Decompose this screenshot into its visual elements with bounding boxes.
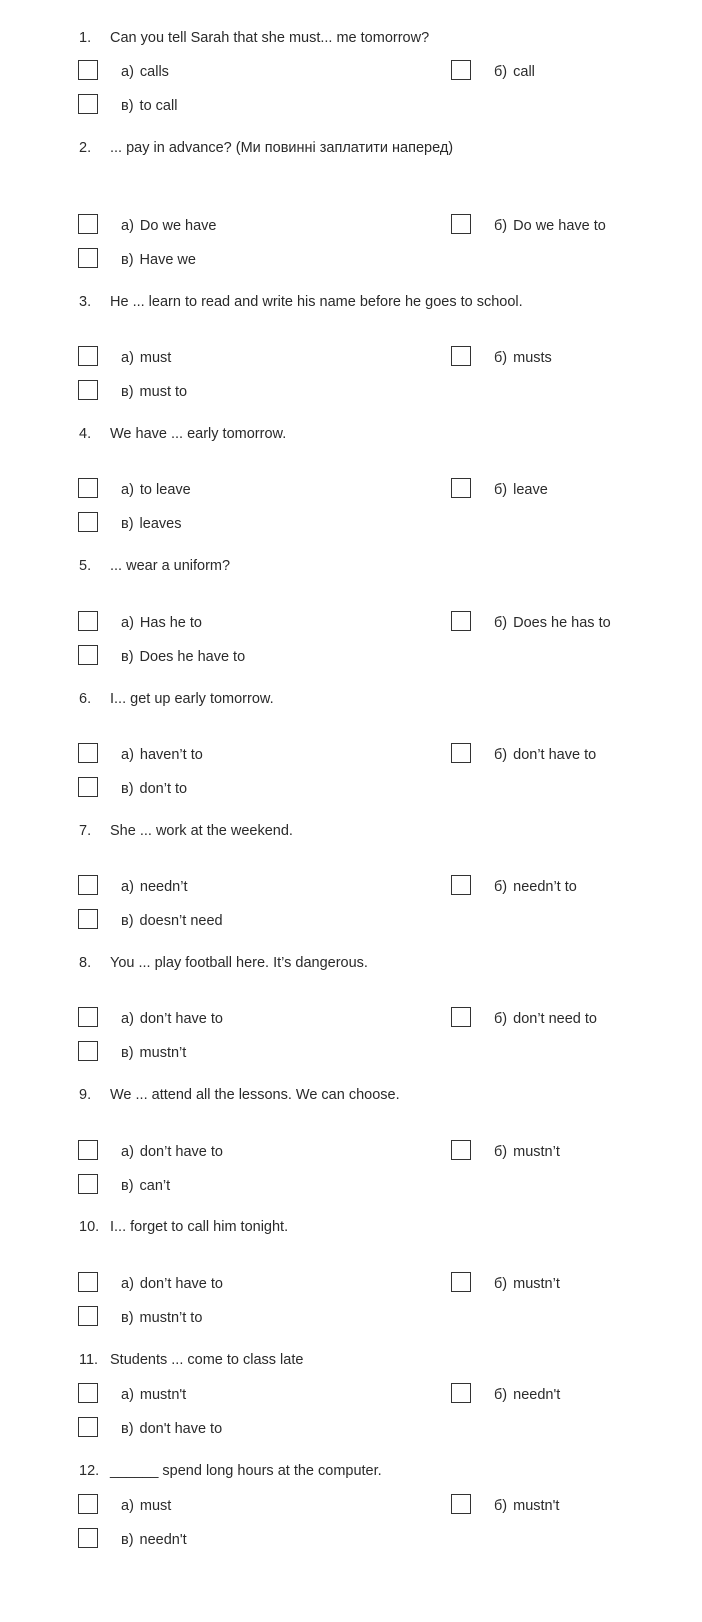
option-text: don’t need to	[513, 1011, 597, 1027]
option-text: mustn’t to	[139, 1310, 203, 1326]
question-10-option-3[interactable]	[78, 1306, 308, 1330]
option-marker: б)	[494, 1498, 508, 1514]
option-marker: а)	[121, 747, 134, 763]
option-marker: а)	[121, 879, 134, 895]
answer-checkbox[interactable]	[78, 1494, 98, 1514]
answer-checkbox[interactable]	[78, 512, 98, 532]
option-marker: в)	[121, 781, 134, 797]
option-text: needn’t	[139, 879, 188, 895]
option-text: leaves	[139, 516, 182, 532]
option-text: Have we	[139, 252, 196, 268]
question-3-option-3[interactable]	[78, 380, 308, 404]
option-marker: а)	[121, 615, 134, 631]
option-text: needn't	[513, 1387, 561, 1403]
answer-checkbox[interactable]	[78, 1306, 98, 1326]
question-8-option-3[interactable]	[78, 1041, 308, 1065]
question-8-option-1[interactable]	[78, 1007, 308, 1031]
option-text: must to	[139, 384, 188, 400]
option-label	[494, 746, 596, 764]
option-text: leave	[513, 482, 548, 498]
option-text: to leave	[139, 482, 191, 498]
question-10-option-2[interactable]	[451, 1272, 681, 1296]
option-label	[121, 878, 187, 896]
option-marker: б)	[494, 1144, 508, 1160]
option-text: call	[513, 64, 535, 80]
question-2-option-2[interactable]	[451, 214, 681, 238]
option-text: must	[139, 350, 172, 366]
question-11-option-3[interactable]	[78, 1417, 308, 1441]
answer-checkbox[interactable]	[78, 909, 98, 929]
option-marker: в)	[121, 516, 134, 532]
option-text: don't have to	[139, 1421, 223, 1437]
option-text: can’t	[139, 1178, 171, 1194]
option-label	[121, 383, 187, 401]
question-6-option-1[interactable]	[78, 743, 308, 767]
question-text: We have ... early tomorrow.	[110, 426, 287, 442]
question-number: 1.	[79, 30, 92, 46]
question-2-option-3[interactable]	[78, 248, 308, 272]
answer-checkbox[interactable]	[78, 478, 98, 498]
question-text: We ... attend all the lessons. We can choose.	[110, 1087, 400, 1103]
option-text: mustn’t	[139, 1045, 187, 1061]
question-text: ______ spend long hours at the computer.	[110, 1463, 382, 1479]
question-text: Can you tell Sarah that she must... me tomorrow?	[110, 30, 430, 46]
question-10	[0, 1218, 702, 1236]
question-6	[0, 690, 702, 708]
question-number: 9.	[79, 1087, 92, 1103]
answer-checkbox[interactable]	[451, 611, 471, 631]
option-marker: б)	[494, 1276, 508, 1292]
question-11-option-1[interactable]	[78, 1383, 308, 1407]
option-marker: в)	[121, 1421, 134, 1437]
option-text: don’t have to	[513, 747, 597, 763]
option-marker: в)	[121, 1045, 134, 1061]
option-label	[121, 1010, 223, 1028]
option-marker: б)	[494, 879, 508, 895]
option-marker: в)	[121, 98, 134, 114]
answer-checkbox[interactable]	[451, 346, 471, 366]
question-3-option-2[interactable]	[451, 346, 681, 370]
option-marker: б)	[494, 482, 508, 498]
option-label	[121, 1177, 170, 1195]
option-marker: а)	[121, 1387, 134, 1403]
question-7-option-1[interactable]	[78, 875, 308, 899]
option-text: mustn’t	[513, 1276, 560, 1292]
question-text: ... wear a uniform?	[110, 558, 231, 574]
question-number: 6.	[79, 691, 92, 707]
answer-checkbox[interactable]	[78, 1528, 98, 1548]
option-text: Do we have	[139, 218, 217, 234]
option-text: mustn't	[139, 1387, 187, 1403]
question-9-option-1[interactable]	[78, 1140, 308, 1164]
question-5-option-1[interactable]	[78, 611, 308, 635]
question-9-option-3[interactable]	[78, 1174, 308, 1198]
answer-checkbox[interactable]	[78, 1174, 98, 1194]
option-text: needn't	[139, 1532, 187, 1548]
option-marker: а)	[121, 64, 134, 80]
option-text: don’t have to	[139, 1276, 223, 1292]
option-label	[121, 614, 202, 632]
option-marker: а)	[121, 350, 134, 366]
question-1-option-3[interactable]	[78, 94, 308, 118]
answer-checkbox[interactable]	[78, 1007, 98, 1027]
option-label	[494, 1386, 560, 1404]
question-5	[0, 557, 702, 575]
answer-checkbox[interactable]	[451, 875, 471, 895]
option-label	[121, 515, 181, 533]
option-label	[494, 878, 577, 896]
question-12-option-1[interactable]	[78, 1494, 308, 1518]
answer-checkbox[interactable]	[78, 1417, 98, 1437]
question-3	[0, 293, 702, 311]
question-1-option-1[interactable]	[78, 60, 308, 84]
option-marker: в)	[121, 913, 134, 929]
question-9	[0, 1086, 702, 1104]
question-4-option-3[interactable]	[78, 512, 308, 536]
question-8-option-2[interactable]	[451, 1007, 681, 1031]
option-text: Has he to	[139, 615, 202, 631]
answer-checkbox[interactable]	[451, 478, 471, 498]
question-1	[0, 29, 702, 47]
option-label	[121, 1531, 187, 1549]
option-marker: а)	[121, 1498, 134, 1514]
option-label	[494, 63, 535, 81]
option-marker: б)	[494, 64, 508, 80]
question-11-option-2[interactable]	[451, 1383, 681, 1407]
option-text: don’t have to	[139, 1011, 223, 1027]
option-label	[494, 1275, 560, 1293]
question-number: 7.	[79, 823, 92, 839]
answer-checkbox[interactable]	[78, 60, 98, 80]
answer-checkbox[interactable]	[78, 777, 98, 797]
question-7-option-3[interactable]	[78, 909, 308, 933]
question-4-option-1[interactable]	[78, 478, 308, 502]
option-marker: в)	[121, 1178, 134, 1194]
option-marker: а)	[121, 1011, 134, 1027]
option-label	[121, 746, 203, 764]
answer-checkbox[interactable]	[451, 1272, 471, 1292]
option-marker: в)	[121, 649, 134, 665]
question-12	[0, 1462, 702, 1480]
question-4-option-2[interactable]	[451, 478, 681, 502]
question-12-option-3[interactable]	[78, 1528, 308, 1552]
question-text: I... get up early tomorrow.	[110, 691, 274, 707]
option-text: don’t to	[139, 781, 188, 797]
option-text: needn’t to	[513, 879, 577, 895]
option-text: must	[139, 1498, 172, 1514]
option-marker: а)	[121, 1144, 134, 1160]
option-label	[121, 1309, 202, 1327]
answer-checkbox[interactable]	[78, 346, 98, 366]
question-text: ... pay in advance? (Ми повинні заплатити наперед)	[110, 140, 454, 156]
option-marker: в)	[121, 1532, 134, 1548]
option-label	[494, 349, 552, 367]
option-label	[494, 481, 548, 499]
option-text: doesn’t need	[139, 913, 223, 929]
question-5-option-2[interactable]	[451, 611, 681, 635]
option-label	[121, 1275, 223, 1293]
question-number: 12.	[79, 1463, 100, 1479]
answer-checkbox[interactable]	[451, 1140, 471, 1160]
option-label	[121, 780, 187, 798]
answer-checkbox[interactable]	[78, 248, 98, 268]
answer-checkbox[interactable]	[78, 611, 98, 631]
question-number: 10.	[79, 1219, 100, 1235]
option-label	[121, 1497, 171, 1515]
option-marker: а)	[121, 482, 134, 498]
option-text: Does he have to	[139, 649, 246, 665]
question-number: 3.	[79, 294, 92, 310]
option-label	[121, 251, 196, 269]
question-1-option-2[interactable]	[451, 60, 681, 84]
option-text: don’t have to	[139, 1144, 223, 1160]
option-text: Do we have to	[513, 218, 606, 234]
question-11	[0, 1351, 702, 1369]
option-text: mustn’t	[513, 1144, 560, 1160]
answer-checkbox[interactable]	[451, 1383, 471, 1403]
answer-checkbox[interactable]	[78, 94, 98, 114]
option-label	[494, 1497, 559, 1515]
question-10-option-1[interactable]	[78, 1272, 308, 1296]
option-label	[494, 217, 606, 235]
answer-checkbox[interactable]	[78, 1041, 98, 1061]
answer-checkbox[interactable]	[451, 1007, 471, 1027]
answer-checkbox[interactable]	[78, 1272, 98, 1292]
option-label	[494, 1010, 597, 1028]
option-label	[494, 614, 611, 632]
question-9-option-2[interactable]	[451, 1140, 681, 1164]
question-7-option-2[interactable]	[451, 875, 681, 899]
option-text: haven’t to	[139, 747, 203, 763]
question-text: Students ... come to class late	[110, 1352, 304, 1368]
option-marker: в)	[121, 252, 134, 268]
question-6-option-2[interactable]	[451, 743, 681, 767]
answer-checkbox[interactable]	[451, 1494, 471, 1514]
option-label	[121, 1044, 186, 1062]
question-2	[0, 139, 702, 157]
answer-checkbox[interactable]	[78, 380, 98, 400]
question-text: He ... learn to read and write his name before he goes to school.	[110, 294, 523, 310]
question-text: I... forget to call him tonight.	[110, 1219, 289, 1235]
answer-checkbox[interactable]	[78, 743, 98, 763]
option-label	[121, 349, 171, 367]
option-label	[121, 217, 216, 235]
option-marker: б)	[494, 350, 508, 366]
option-label	[494, 1143, 560, 1161]
question-number: 4.	[79, 426, 92, 442]
option-label	[121, 1386, 186, 1404]
option-marker: б)	[494, 747, 508, 763]
question-8	[0, 954, 702, 972]
option-marker: в)	[121, 1310, 134, 1326]
option-marker: а)	[121, 218, 134, 234]
question-number: 5.	[79, 558, 92, 574]
option-text: to call	[139, 98, 178, 114]
answer-checkbox[interactable]	[78, 645, 98, 665]
question-7	[0, 822, 702, 840]
question-2-option-1[interactable]	[78, 214, 308, 238]
answer-checkbox[interactable]	[451, 214, 471, 234]
question-number: 2.	[79, 140, 92, 156]
option-label	[121, 1420, 222, 1438]
question-number: 11.	[79, 1352, 99, 1368]
question-text: You ... play football here. It’s dangerous.	[110, 955, 368, 971]
option-marker: а)	[121, 1276, 134, 1292]
option-label	[121, 648, 245, 666]
option-marker: в)	[121, 384, 134, 400]
option-label	[121, 481, 191, 499]
question-12-option-2[interactable]	[451, 1494, 681, 1518]
option-label	[121, 912, 223, 930]
question-text: She ... work at the weekend.	[110, 823, 293, 839]
option-text: Does he has to	[513, 615, 611, 631]
question-5-option-3[interactable]	[78, 645, 308, 669]
answer-checkbox[interactable]	[451, 743, 471, 763]
option-marker: б)	[494, 218, 508, 234]
option-label	[121, 63, 169, 81]
question-number: 8.	[79, 955, 92, 971]
answer-checkbox[interactable]	[451, 60, 471, 80]
option-text: musts	[513, 350, 552, 366]
option-marker: б)	[494, 1011, 508, 1027]
option-text: calls	[139, 64, 169, 80]
option-marker: б)	[494, 615, 508, 631]
option-text: mustn't	[513, 1498, 560, 1514]
answer-checkbox[interactable]	[78, 1383, 98, 1403]
option-label	[121, 97, 177, 115]
option-label	[121, 1143, 223, 1161]
question-6-option-3[interactable]	[78, 777, 308, 801]
option-marker: б)	[494, 1387, 508, 1403]
answer-checkbox[interactable]	[78, 214, 98, 234]
question-3-option-1[interactable]	[78, 346, 308, 370]
question-4	[0, 425, 702, 443]
answer-checkbox[interactable]	[78, 875, 98, 895]
answer-checkbox[interactable]	[78, 1140, 98, 1160]
